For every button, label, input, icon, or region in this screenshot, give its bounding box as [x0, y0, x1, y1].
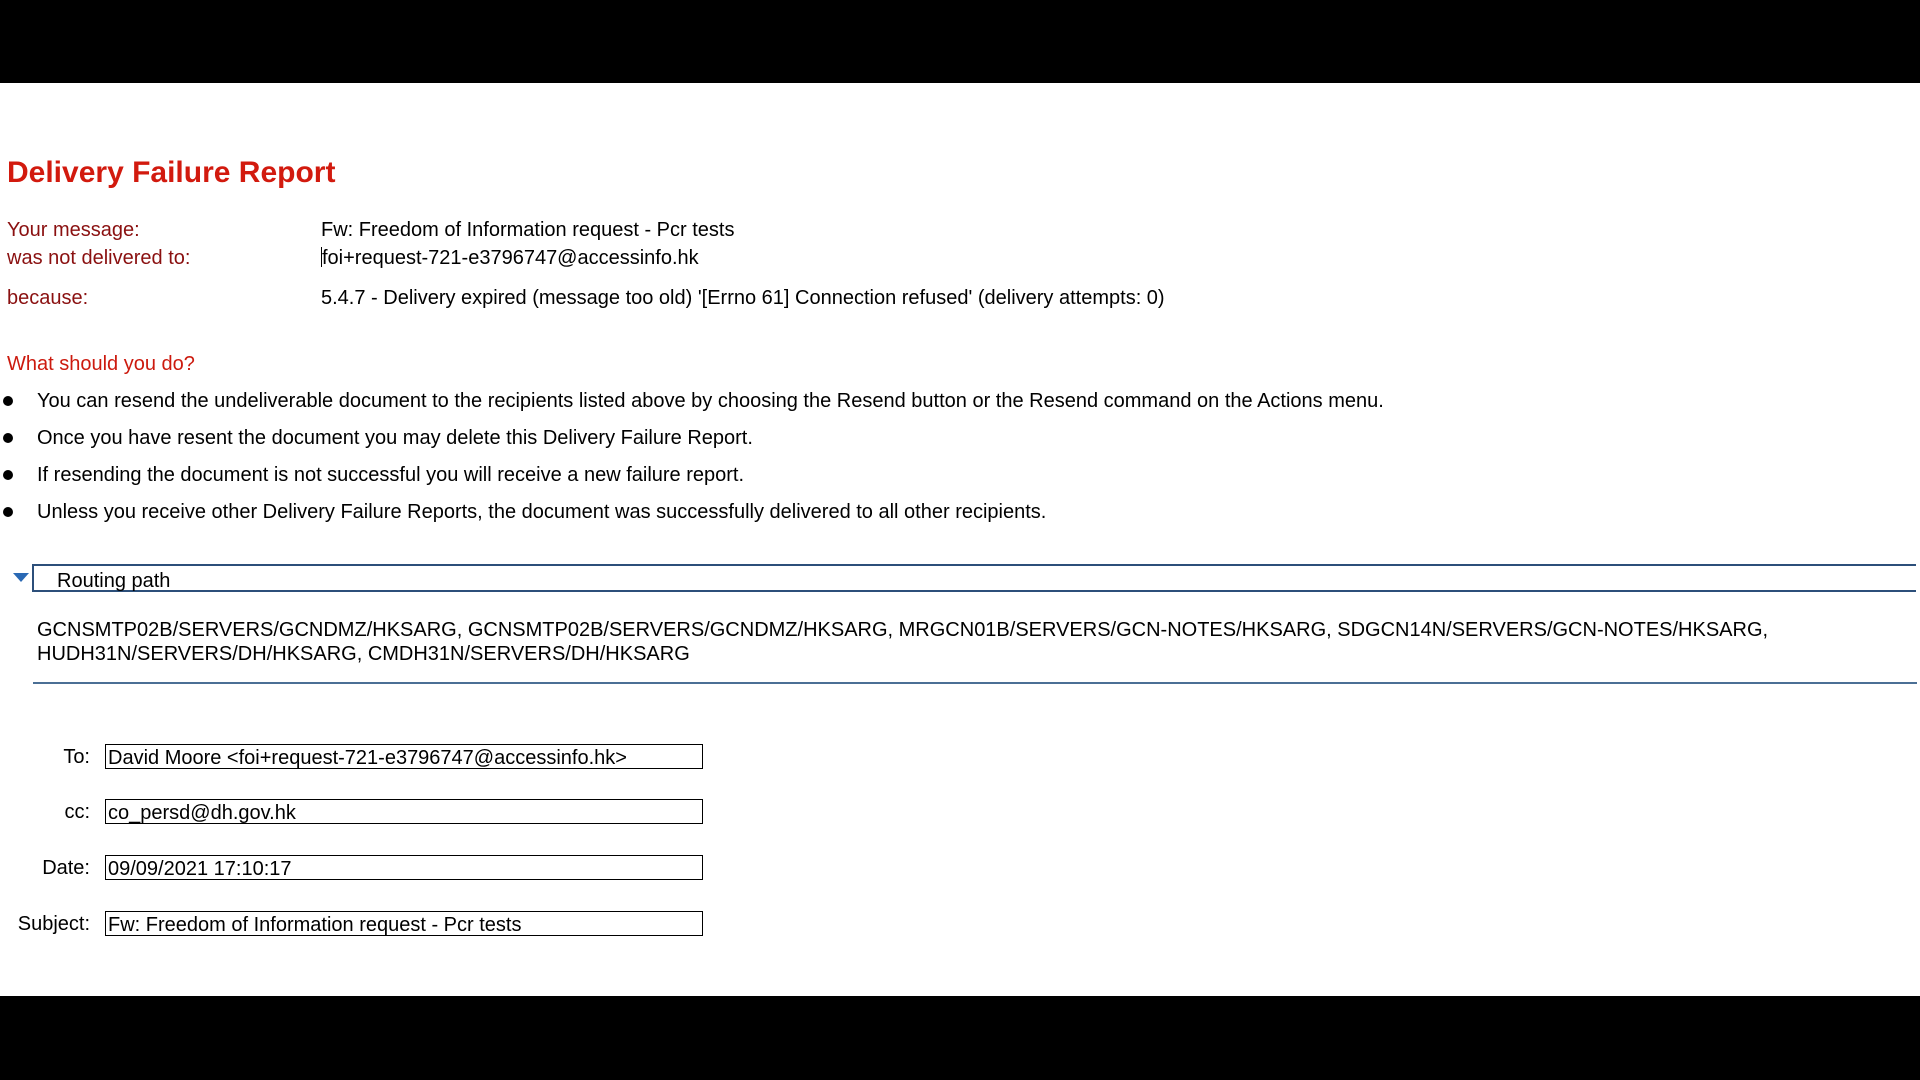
- your-message-value: Fw: Freedom of Information request - Pcr tests: [321, 219, 735, 241]
- guidance-item: [0, 500, 1384, 537]
- subject-field[interactable]: Fw: Freedom of Information request - Pcr tests: [105, 911, 703, 936]
- bullet-dot-icon: [3, 396, 13, 406]
- guidance-item-text: Unless you receive other Delivery Failure Reports, the document was successfully delivered to all other recipients.: [37, 501, 1047, 523]
- what-to-do-heading: What should you do?: [7, 353, 195, 375]
- not-delivered-label: was not delivered to:: [7, 247, 191, 269]
- cc-field[interactable]: co_persd@dh.gov.hk: [105, 799, 703, 824]
- routing-path-box: [32, 564, 1916, 592]
- to-field[interactable]: David Moore <foi+request-721-e3796747@accessinfo.hk>: [105, 744, 703, 769]
- guidance-item: [0, 463, 1384, 500]
- routing-path-text: GCNSMTP02B/SERVERS/GCNDMZ/HKSARG, GCNSMTP02B/SERVERS/GCNDMZ/HKSARG, MRGCN01B/SERVERS/GCN-NOTES/HKSARG, SDGCN14N/SERVERS/GCN-NOTES/HKSARG, HUDH31N/SERVERS/DH/HKSARG, CMDH31N/SERVERS/DH/HKSARG: [37, 619, 1769, 665]
- guidance-item-text: You can resend the undeliverable document to the recipients listed above by choosing the Resend button or the Resend command on the Actions menu.: [37, 390, 1384, 412]
- triangle-down-icon[interactable]: [13, 573, 29, 582]
- bullet-dot-icon: [3, 470, 13, 480]
- because-value: 5.4.7 - Delivery expired (message too old) '[Errno 61] Connection refused' (delivery attempts: 0): [321, 287, 1165, 309]
- routing-path-label: Routing path: [57, 570, 171, 592]
- letterbox-bottom: [0, 996, 1920, 1080]
- guidance-item-text: Once you have resent the document you may delete this Delivery Failure Report.: [37, 427, 753, 449]
- subject-label: Subject:: [17, 913, 90, 935]
- guidance-list: [0, 389, 1384, 537]
- date-label: Date:: [42, 857, 90, 879]
- delivery-failure-document: [0, 83, 1920, 996]
- letterbox-top: [0, 0, 1920, 83]
- bullet-dot-icon: [3, 433, 13, 443]
- not-delivered-value-wrap[interactable]: [321, 247, 699, 270]
- guidance-item: [0, 389, 1384, 426]
- guidance-item: [0, 426, 1384, 463]
- to-label: To:: [63, 746, 90, 768]
- report-title: Delivery Failure Report: [7, 156, 336, 189]
- because-label: because:: [7, 287, 89, 309]
- routing-path-divider: [33, 682, 1917, 684]
- routing-path-section-header[interactable]: [13, 564, 1918, 594]
- date-field[interactable]: 09/09/2021 17:10:17: [105, 855, 703, 880]
- guidance-item-text: If resending the document is not successful you will receive a new failure report.: [37, 464, 745, 486]
- cc-label: cc:: [64, 801, 90, 823]
- not-delivered-value: foi+request-721-e3796747@accessinfo.hk: [322, 247, 699, 269]
- your-message-label: Your message:: [7, 219, 140, 241]
- bullet-dot-icon: [3, 507, 13, 517]
